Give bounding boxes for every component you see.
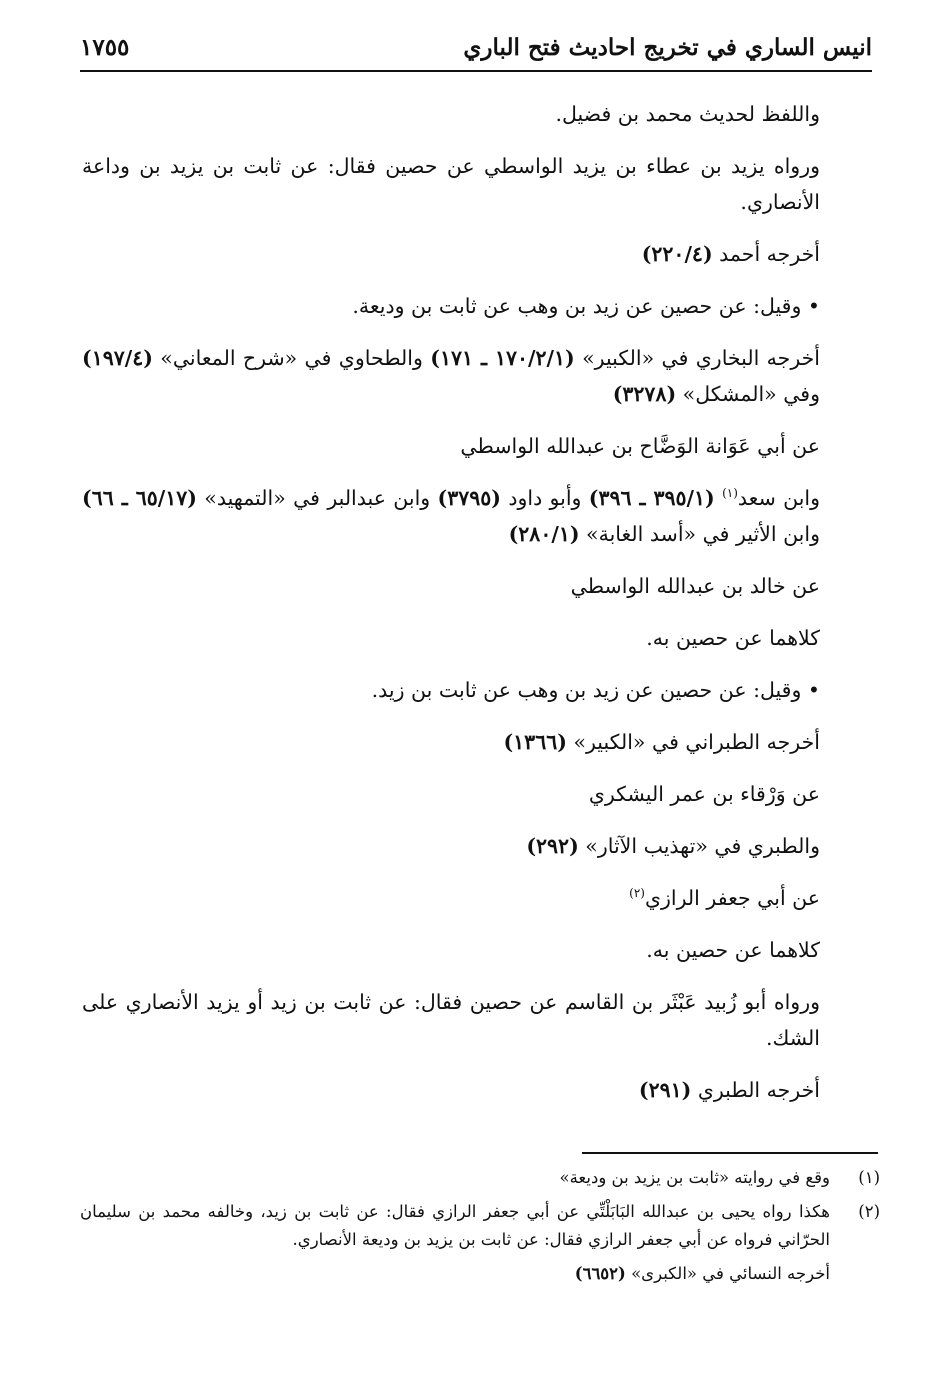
citation-ref: (٣٩٥/١ ـ ٣٩٦) — [588, 486, 715, 510]
footnote-number: (١) — [858, 1168, 880, 1187]
paragraph-text: أخرجه أحمد — [712, 242, 820, 266]
paragraph — [82, 620, 878, 656]
footnote-text: هكذا رواه يحيى بن عبدالله البَابَلْتِّي عن أبي جعفر الرازي فقال: عن ثابت بن زيد، وخالفه محمد بن سليمان الحرّاني فرواه عن أبي جعفر الرازي فقال: عن ثابت بن يزيد بن وديعة الأنصاري. — [80, 1202, 830, 1249]
page-number: ١٧٥٥ — [80, 34, 130, 61]
footnote — [80, 1198, 880, 1254]
citation-ref: (٦٦٥٢) — [574, 1264, 626, 1283]
paragraph-text: وابن سعد — [737, 486, 821, 510]
paragraph-text: • وقيل: عن حصين عن زيد بن وهب عن ثابت بن وديعة. — [352, 294, 820, 318]
paragraph-text: وابن الأثير في «أسد الغابة» — [579, 522, 820, 546]
paragraph — [82, 428, 878, 464]
paragraph-text: عن أبي جعفر الرازي — [644, 886, 820, 910]
paragraph — [82, 932, 878, 968]
paragraph-text: أخرجه الطبراني في «الكبير» — [566, 730, 820, 754]
citation-ref: (٢٩٢) — [526, 834, 579, 858]
footnotes — [80, 1164, 880, 1294]
citation-ref: (١٩٧/٤) — [82, 346, 153, 370]
paragraph-text: أخرجه الطبري — [691, 1078, 820, 1102]
running-header — [80, 26, 872, 72]
paragraph — [82, 96, 878, 132]
paragraph-text: والطحاوي في «شرح المعاني» — [152, 346, 431, 370]
paragraph-text: وابن عبدالبر في «التمهيد» — [196, 486, 438, 510]
paragraph-text: واللفظ لحديث محمد بن فضيل. — [555, 102, 820, 126]
paragraph-text: كلاهما عن حصين به. — [646, 626, 820, 650]
footnote-text — [80, 1260, 880, 1288]
paragraph — [82, 776, 878, 812]
paragraph — [82, 828, 878, 864]
paragraph-text: ورواه أبو زُبيد عَبْثَر بن القاسم عن حصين فقال: عن ثابت بن زيد أو يزيد الأنصاري على الشك. — [82, 990, 820, 1050]
paragraph-text: ورواه يزيد بن عطاء بن يزيد الواسطي عن حصين فقال: عن ثابت بن يزيد بن وداعة الأنصاري. — [82, 154, 820, 214]
main-text — [82, 96, 878, 1124]
footnote-text: وقع في روايته «ثابت بن يزيد بن وديعة» — [559, 1168, 830, 1187]
paragraph — [82, 148, 878, 220]
citation-ref: (٣٧٩٥) — [437, 486, 501, 510]
paragraph-text: كلاهما عن حصين به. — [646, 938, 820, 962]
citation-ref: (٢٢٠/٤) — [641, 242, 713, 266]
footnote-text-part: أخرجه النسائي في «الكبرى» — [625, 1264, 830, 1283]
paragraph — [82, 672, 878, 708]
paragraph — [82, 880, 878, 916]
citation-ref: (١٣٦٦) — [503, 730, 567, 754]
footnote — [80, 1164, 880, 1192]
paragraph-text: وفي «المشكل» — [676, 382, 820, 406]
footnote-number: (٢) — [858, 1202, 880, 1221]
paragraph — [82, 984, 878, 1056]
citation-ref: (٢٨٠/١) — [508, 522, 580, 546]
paragraph — [82, 340, 878, 412]
paragraph — [82, 288, 878, 324]
paragraph — [82, 480, 878, 552]
paragraph-text: • وقيل: عن حصين عن زيد بن وهب عن ثابت بن زيد. — [371, 678, 820, 702]
footnote-divider — [582, 1152, 878, 1154]
citation-ref: (٣٢٧٨) — [612, 382, 677, 406]
book-title: انيس الساري في تخريج احاديث فتح الباري — [463, 34, 872, 61]
paragraph-text: عن خالد بن عبدالله الواسطي — [570, 574, 820, 598]
paragraph — [82, 1072, 878, 1108]
citation-ref: (٢٩١) — [638, 1078, 692, 1102]
paragraph-text: أخرجه البخاري في «الكبير» — [574, 346, 821, 370]
paragraph — [82, 568, 878, 604]
footnote-marker[interactable]: (١) — [722, 486, 738, 501]
paragraph-text: وأبو داود — [501, 486, 589, 510]
paragraph-text — [715, 486, 722, 510]
footnote-marker[interactable]: (٢) — [629, 886, 645, 901]
paragraph — [82, 236, 878, 272]
paragraph — [82, 724, 878, 760]
paragraph-text: عن أبي عَوَانة الوَضَّاح بن عبدالله الواسطي — [460, 434, 820, 458]
citation-ref: (٦٥/١٧ ـ ٦٦) — [82, 486, 197, 510]
paragraph-text: والطبري في «تهذيب الآثار» — [578, 834, 820, 858]
paragraph-text: عن وَرْقاء بن عمر اليشكري — [588, 782, 820, 806]
citation-ref: (١٧٠/٢/١ ـ ١٧١) — [430, 346, 575, 370]
footnote — [80, 1260, 880, 1288]
